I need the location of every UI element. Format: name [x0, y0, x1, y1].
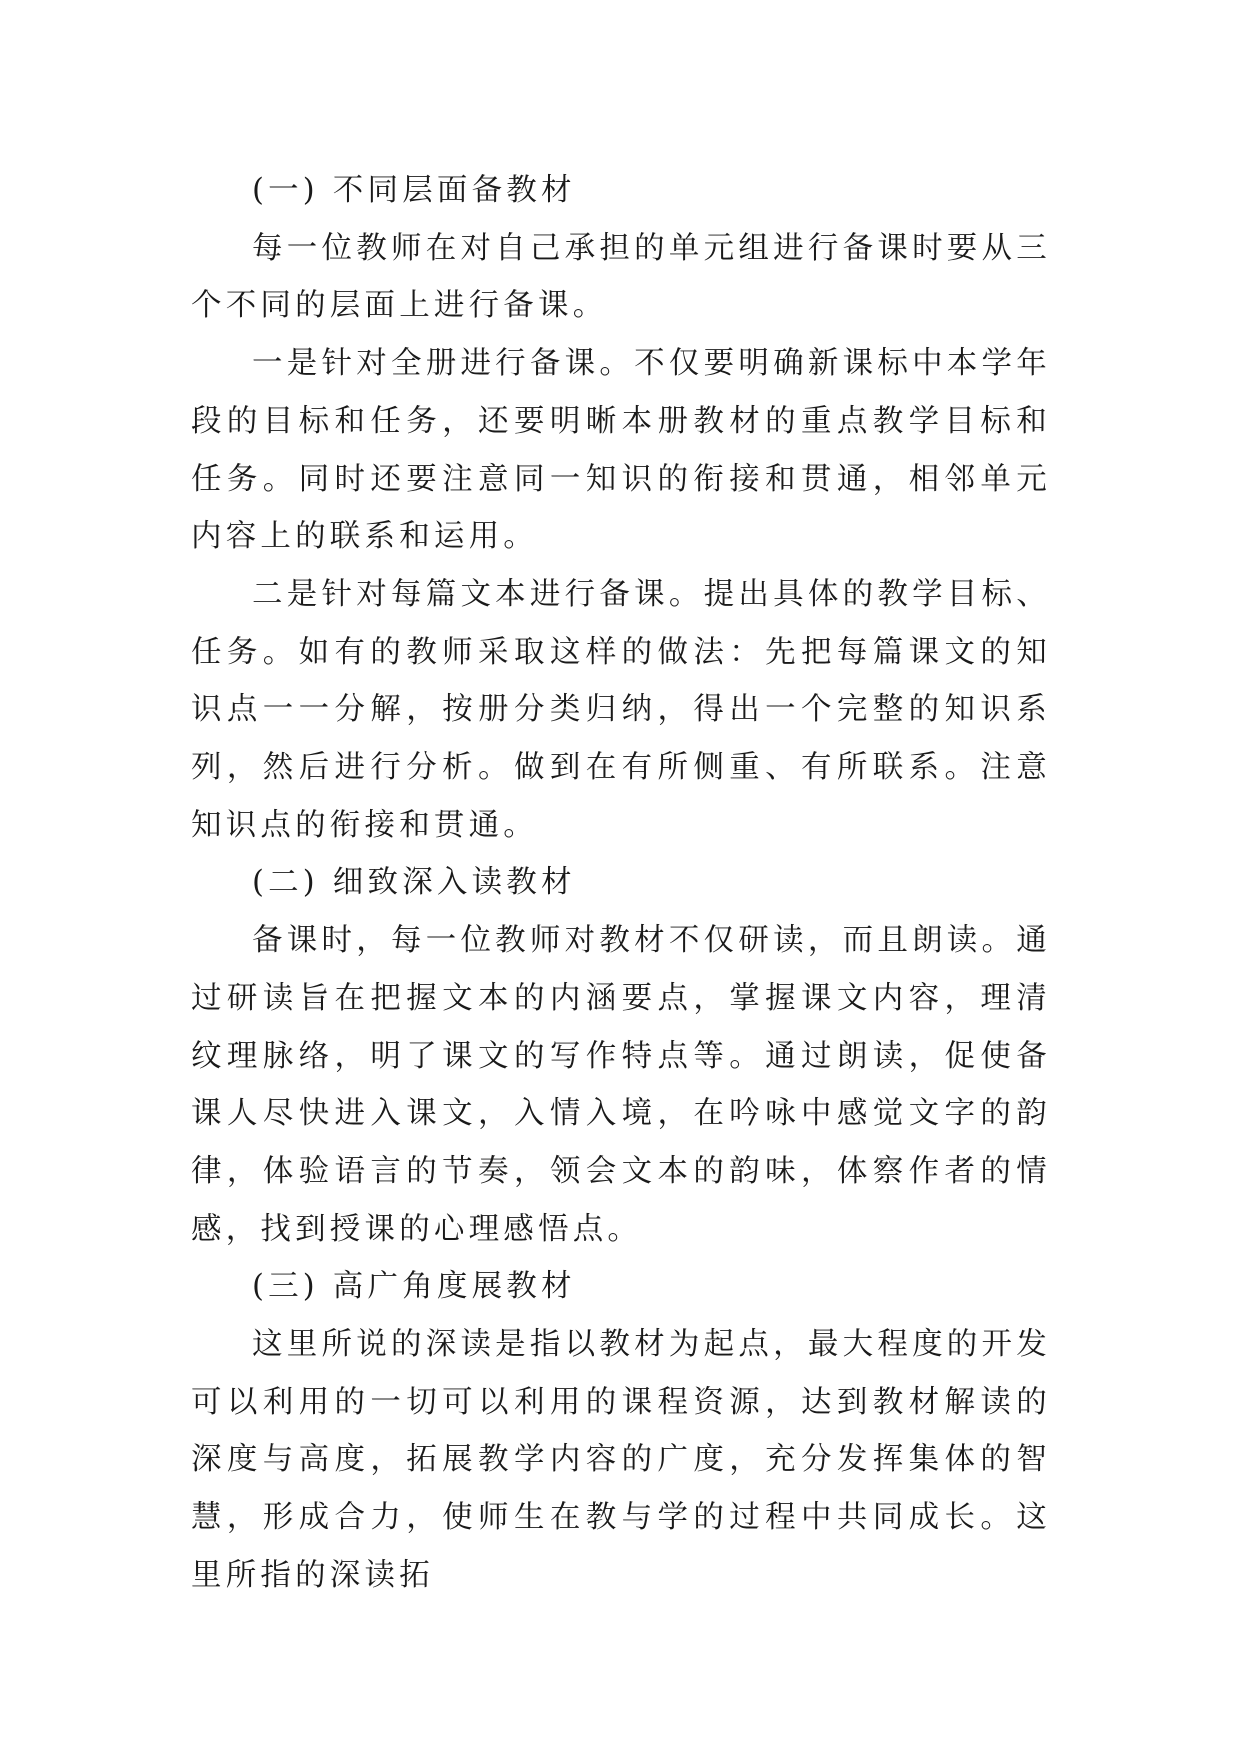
section-heading-3: (三) 高广角度展教材 — [252, 1269, 576, 1305]
paragraph-3: 二是针对每篇文本进行备课。提出具体的教学目标、任务。如有的教师采取这样的做法：先把每篇课文的知识点一一分解，按册分类归纳，得出一个完整的知识系列，然后进行分析。做到在有所侧重、有所联系。注意知识点的衔接和贯通。 — [191, 576, 1051, 843]
paragraph-1: 每一位教师在对自己承担的单元组进行备课时要从三个不同的层面上进行备课。 — [191, 230, 1051, 324]
document-body — [191, 162, 1051, 1605]
section-heading-1: (一) 不同层面备教材 — [252, 173, 576, 208]
paragraph-5: 这里所说的深读是指以教材为起点，最大程度的开发可以利用的一切可以利用的课程资源，达到教材解读的深度与高度，拓展教学内容的广度，充分发挥集体的智慧，形成合力，使师生在教与学的过程中共同成长。这里所指的深读拓 — [191, 1327, 1051, 1593]
paragraph-2: 一是针对全册进行备课。不仅要明确新课标中本学年段的目标和任务，还要明晰本册教材的重点教学目标和任务。同时还要注意同一知识的衔接和贯通，相邻单元内容上的联系和运用。 — [191, 346, 1051, 555]
paragraph-4: 备课时，每一位教师对教材不仅研读，而且朗读。通过研读旨在把握文本的内涵要点，掌握课文内容，理清纹理脉络，明了课文的写作特点等。通过朗读，促使备课人尽快进入课文，入情入境，在吟咏中感觉文字的韵律，体验语言的节奏，领会文本的韵味，体察作者的情感，找到授课的心理感悟点。 — [191, 923, 1051, 1247]
section-heading-2: (二) 细致深入读教材 — [252, 865, 576, 901]
